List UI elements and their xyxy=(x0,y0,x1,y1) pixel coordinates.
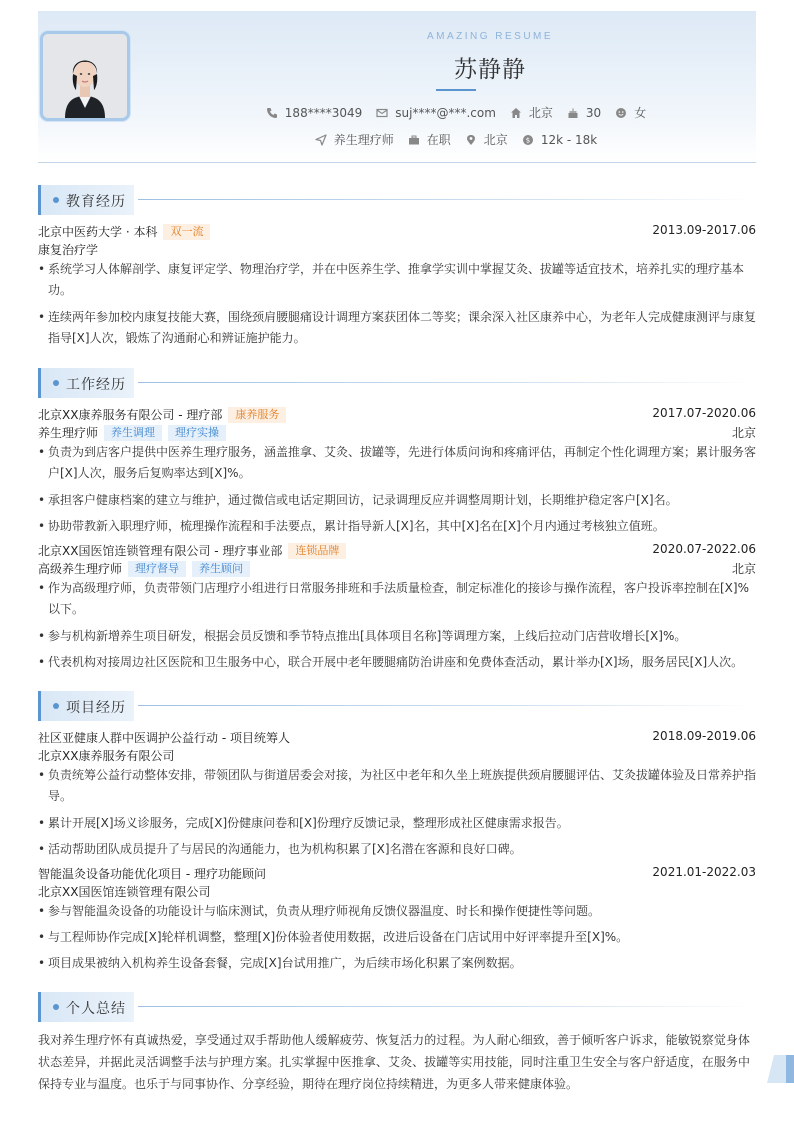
job-header xyxy=(38,406,756,424)
gender-icon xyxy=(615,107,627,119)
list-item: • 与工程师协作完成[X]轮样机调整，整理[X]份体验者使用数据，改进后设备在门店试用中好评率提升至[X]%。 xyxy=(38,930,629,944)
resume-tagline: AMAZING RESUME xyxy=(426,31,554,42)
education-section-title xyxy=(38,185,756,215)
company-tag: 康养服务 xyxy=(228,407,286,423)
contact-info-row xyxy=(200,104,712,121)
list-item: • 连续两年参加校内康复技能大赛，围绕颈肩腰腿痛设计调理方案获团体二等奖；课余深入社区康养中心，为老年人完成健康测评与康复指导[X]人次，锻炼了沟通耐心和辨证施护能力。 xyxy=(38,310,757,345)
job-city: 北京 xyxy=(731,426,756,440)
school-name: 北京中医药大学 · 本科 xyxy=(38,225,158,239)
list-item: • 系统学习人体解剖学、康复评定学、物理治疗学，并在中医养生学、推拿学实训中掌握艾灸、拔罐等适宜技术，培养扎实的理疗基本功。 xyxy=(38,262,745,297)
job-city: 北京 xyxy=(731,562,756,576)
location-icon xyxy=(465,134,477,146)
list-item: • 参与机构新增养生项目研发，根据会员反馈和季节特点推出[具体项目名称]等调理方案，上线后拉动门店营收增长[X]%。 xyxy=(38,629,687,643)
briefcase-icon xyxy=(408,134,420,146)
city-text: 北京 xyxy=(483,133,508,147)
summary-section-title xyxy=(38,992,756,1022)
home-icon xyxy=(510,107,522,119)
job-header xyxy=(38,542,756,560)
status-info xyxy=(408,131,451,148)
header-divider xyxy=(38,162,756,163)
position-info xyxy=(315,131,394,148)
name-underline xyxy=(436,89,476,91)
skill-tag: 养生顾问 xyxy=(192,561,250,577)
education-header xyxy=(38,223,756,241)
list-item: • 作为高级理疗师，负责带领门店理疗小组进行日常服务排班和手法质量检查，制定标准化的接诊与操作流程，客户投诉率控制在[X]%以下。 xyxy=(38,581,749,616)
summary-text: 我对养生理疗怀有真诚热爱，享受通过双手帮助他人缓解疲劳、恢复活力的过程。为人耐心细致，善于倾听客户诉求，能敏锐察觉身体状态差异，并据此灵活调整手法与护理方案。扎实掌握中医推拿、艾灸、拔罐等实用技能，同时注重卫生安全与客户舒适度，在服务中保持专业与温度。也乐于与同事协作、分享经验，期待在理疗岗位持续精进，为更多人带来健康体验。 xyxy=(38,1033,750,1091)
company-name: 北京XX康养服务有限公司 - 理疗部 xyxy=(38,408,223,422)
profile-photo xyxy=(40,31,130,121)
skill-tag: 理疗督导 xyxy=(128,561,186,577)
major-row xyxy=(38,241,756,259)
corner-decoration xyxy=(767,1055,794,1083)
list-item: • 活动帮助团队成员提升了与居民的沟通能力，也为机构积累了[X]名潜在客源和良好口碑。 xyxy=(38,842,522,856)
project-period: 2018.09-2019.06 xyxy=(652,729,756,743)
salary-info xyxy=(522,133,597,147)
skill-tag: 养生调理 xyxy=(104,425,162,441)
project-header xyxy=(38,865,756,883)
list-item: • 负责为到店客户提供中医养生理疗服务，涵盖推拿、艾灸、拔罐等，先进行体质问询和疼痛评估，再制定个性化调理方案；累计服务客户[X]人次，服务后复购率达到[X]%。 xyxy=(38,445,757,480)
send-icon xyxy=(315,134,327,146)
company-name: 北京XX国医馆连锁管理有限公司 - 理疗事业部 xyxy=(38,544,283,558)
list-item: • 参与智能温灸设备的功能设计与临床测试，负责从理疗师视角反馈仪器温度、时长和操作便捷性等问题。 xyxy=(38,904,601,918)
mail-icon xyxy=(376,107,388,119)
project-org-row xyxy=(38,747,756,765)
project-name: 智能温灸设备功能优化项目 - 理疗功能顾问 xyxy=(38,867,266,881)
project-org-row xyxy=(38,883,756,901)
avatar-portrait xyxy=(43,34,127,118)
city-info xyxy=(465,131,508,148)
status-text: 在职 xyxy=(426,133,451,147)
email-text: suj****@***.com xyxy=(395,105,496,120)
phone-icon xyxy=(266,107,278,119)
age-text: 30 xyxy=(585,105,602,120)
section-label: 教育经历 xyxy=(66,194,126,210)
list-item: • 项目成果被纳入机构养生设备套餐，完成[X]台试用推广，为后续市场化积累了案例数据。 xyxy=(38,956,522,970)
school-tag: 双一流 xyxy=(163,224,210,240)
phone-text: 188****3049 xyxy=(284,105,363,120)
phone-info xyxy=(266,106,362,120)
job-role-row xyxy=(38,424,756,442)
gender-text: 女 xyxy=(634,106,647,120)
project-period: 2021.01-2022.03 xyxy=(652,865,756,879)
salary-icon xyxy=(522,134,534,146)
project-header xyxy=(38,729,756,747)
email-info xyxy=(376,106,496,120)
project-org: 北京XX国医馆连锁管理有限公司 xyxy=(38,885,211,899)
project-org: 北京XX康养服务有限公司 xyxy=(38,749,175,763)
cake-icon xyxy=(567,107,579,119)
candidate-name: 苏静静 xyxy=(454,57,526,83)
section-label: 个人总结 xyxy=(66,1001,126,1017)
gender-info xyxy=(615,104,646,121)
major-name: 康复治疗学 xyxy=(38,243,99,257)
svg-text:$: $ xyxy=(525,136,531,145)
section-label: 工作经历 xyxy=(66,377,126,393)
job-period: 2020.07-2022.06 xyxy=(652,542,756,556)
list-item: • 承担客户健康档案的建立与维护，通过微信或电话定期回访，记录调理反应并调整周期计划，长期维护稳定客户[X]名。 xyxy=(38,493,678,507)
work-section-title xyxy=(38,368,756,398)
list-item: • 协助带教新入职理疗师，梳理操作流程和手法要点，累计指导新人[X]名，其中[X]名在[X]个月内通过考核独立值班。 xyxy=(38,519,665,533)
list-item: • 累计开展[X]场义诊服务，完成[X]份健康问卷和[X]份理疗反馈记录，整理形成社区健康需求报告。 xyxy=(38,816,569,830)
section-label: 项目经历 xyxy=(66,700,126,716)
position-text: 养生理疗师 xyxy=(333,133,394,147)
hometown-text: 北京 xyxy=(528,106,553,120)
list-item: • 代表机构对接周边社区医院和卫生服务中心，联合开展中老年腰腿痛防治讲座和免费体查活动，累计举办[X]场，服务居民[X]人次。 xyxy=(38,655,744,669)
hometown-info xyxy=(510,104,553,121)
age-info xyxy=(567,106,601,120)
job-role-row xyxy=(38,560,756,578)
job-intent-row xyxy=(200,131,712,148)
project-name: 社区亚健康人群中医调护公益行动 - 项目统筹人 xyxy=(38,731,290,745)
salary-text: 12k - 18k xyxy=(540,132,598,147)
job-role: 养生理疗师 xyxy=(38,426,99,440)
education-period: 2013.09-2017.06 xyxy=(652,223,756,237)
company-tag: 连锁品牌 xyxy=(288,543,346,559)
list-item: • 负责统筹公益行动整体安排，带领团队与街道居委会对接，为社区中老年和久坐上班族提供颈肩腰腿评估、艾灸拔罐体验及日常养护指导。 xyxy=(38,768,757,803)
skill-tag: 理疗实操 xyxy=(168,425,226,441)
job-role: 高级养生理疗师 xyxy=(38,562,123,576)
job-period: 2017.07-2020.06 xyxy=(652,406,756,420)
project-section-title xyxy=(38,691,756,721)
